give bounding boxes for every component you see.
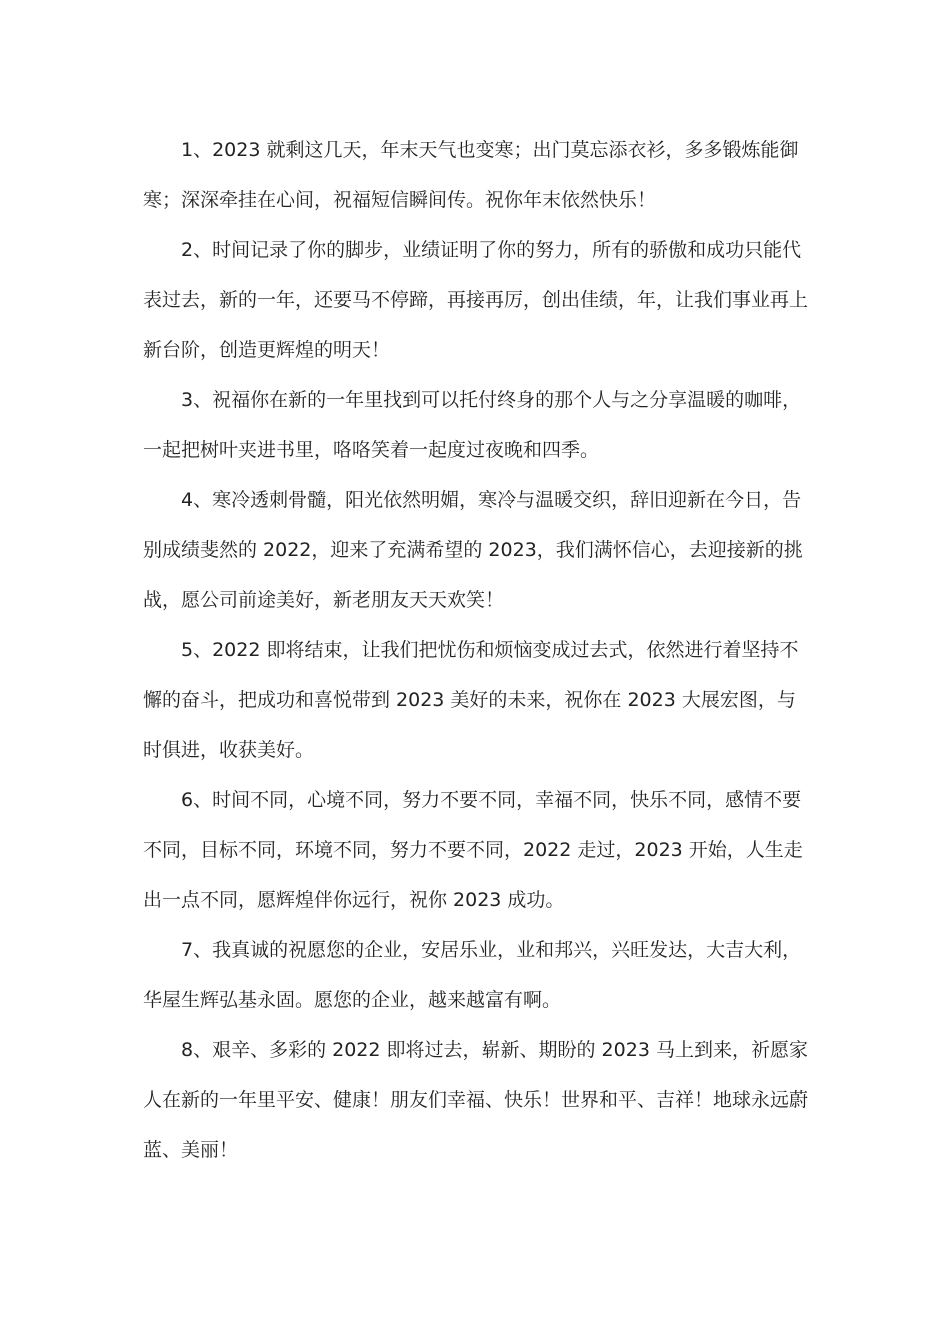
paragraph-4: 4、寒冷透刺骨髓，阳光依然明媚，寒冷与温暖交织，辞旧迎新在今日，告别成绩斐然的 2022，迎来了充满希望的 2023，我们满怀信心，去迎接新的挑战，愿公司前途美好，新老朋友天天欢笑！ [143, 489, 803, 611]
paragraph-3: 3、祝福你在新的一年里找到可以托付终身的那个人与之分享温暖的咖啡，一起把树叶夹进书里，咯咯笑着一起度过夜晚和四季。 [143, 389, 802, 461]
paragraph-5: 5、2022 即将结束，让我们把忧伤和烦恼变成过去式，依然进行着坚持不懈的奋斗，把成功和喜悦带到 2023 美好的未来，祝你在 2023 大展宏图，与时俱进，收获美好。 [143, 639, 799, 761]
paragraph-6: 6、时间不同，心境不同，努力不要不同，幸福不同，快乐不同，感情不要不同，目标不同，环境不同，努力不要不同，2022 走过，2023 开始，人生走出一点不同，愿辉煌伴你远行，祝你 2023 成功。 [143, 789, 803, 911]
paragraph-2: 2、时间记录了你的脚步，业绩证明了你的努力，所有的骄傲和成功只能代表过去，新的一年，还要马不停蹄，再接再厉，创出佳绩，年，让我们事业再上新台阶，创造更辉煌的明天！ [143, 239, 809, 361]
document-body [143, 125, 809, 1175]
paragraph-1: 1、2023 就剩这几天，年末天气也变寒；出门莫忘添衣衫，多多锻炼能御寒；深深牵挂在心间，祝福短信瞬间传。祝你年末依然快乐！ [143, 139, 799, 211]
paragraph-7: 7、我真诚的祝愿您的企业，安居乐业，业和邦兴，兴旺发达，大吉大利，华屋生辉弘基永固。愿您的企业，越来越富有啊。 [143, 939, 802, 1011]
paragraph-8: 8、艰辛、多彩的 2022 即将过去，崭新、期盼的 2023 马上到来，祈愿家人在新的一年里平安、健康！朋友们幸福、快乐！世界和平、吉祥！地球永远蔚蓝、美丽！ [143, 1039, 809, 1161]
